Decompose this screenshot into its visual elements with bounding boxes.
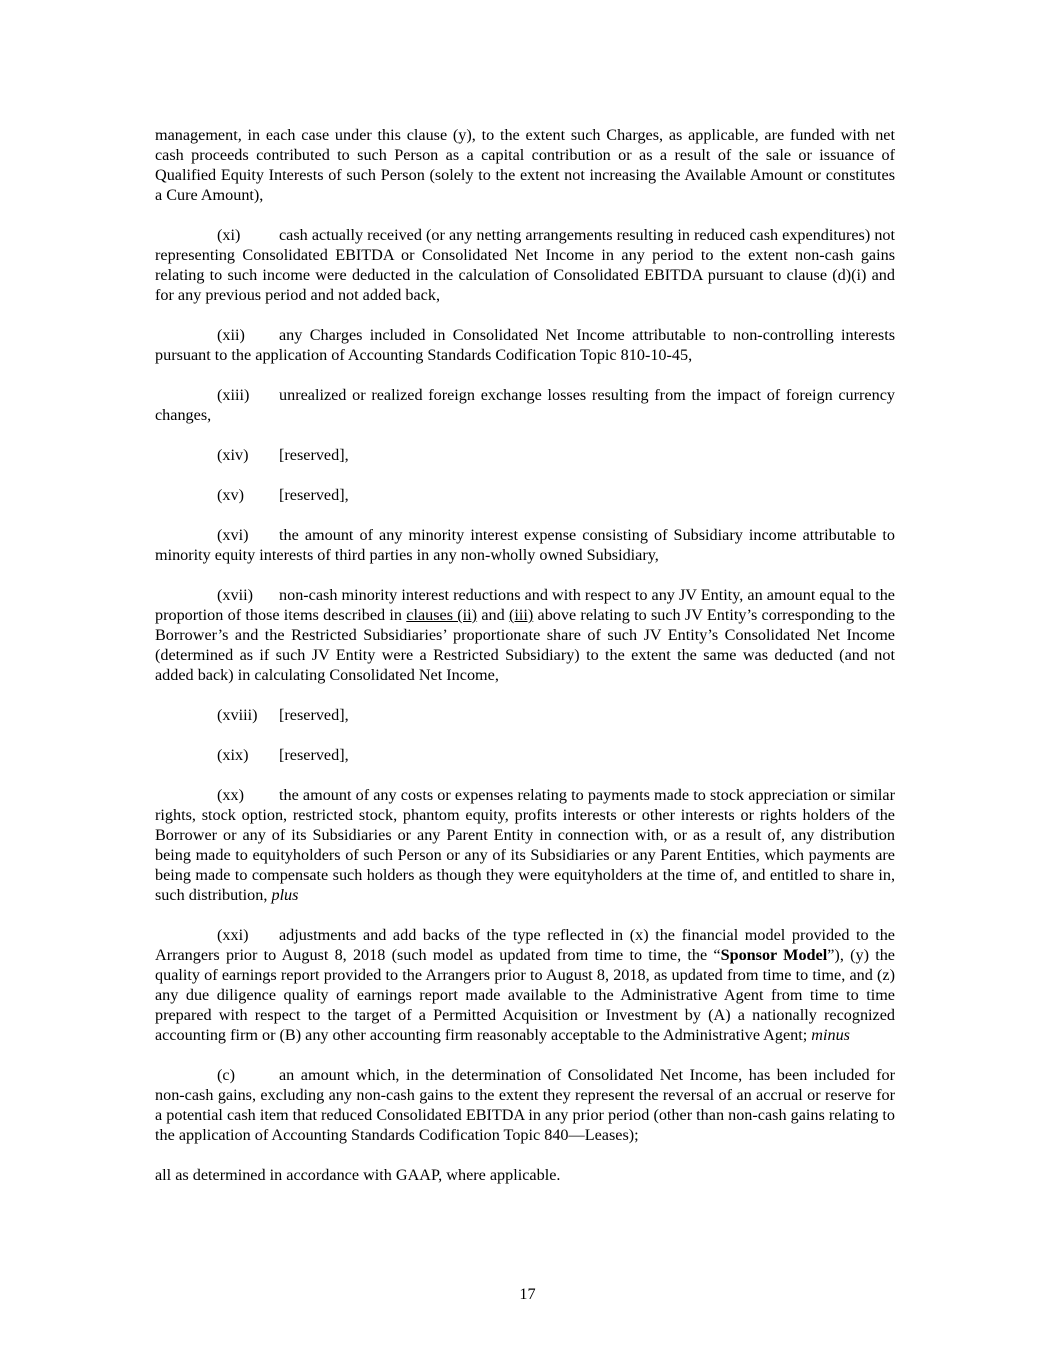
- clause-number: (xii): [217, 326, 245, 344]
- defined-term: Sponsor Model: [720, 946, 828, 964]
- clause-text-pre: non-cash minority interest reductions and with respect to any JV Entity, an amount equal to the proportion of those items described in: [155, 586, 895, 624]
- clause-xi: [155, 225, 895, 305]
- clause-xiv: [155, 445, 895, 465]
- clause-number: (xxi): [217, 926, 249, 944]
- clause-reference-ii: clauses (ii): [406, 606, 478, 624]
- intro-paragraph: management, in each case under this clause (y), to the extent such Charges, as applicable, are funded with net cash proceeds contributed to such Person as a capital contribution or as a result of the sale or issuance of Qualified Equity Interests of such Person (solely to the extent not increasing the Available Amount or constitutes a Cure Amount),: [155, 126, 895, 204]
- clause-xvii: [155, 585, 895, 685]
- clause-text: the amount of any minority interest expense consisting of Subsidiary income attributable to minority equity interests of third parties in any non-wholly owned Subsidiary,: [155, 526, 895, 564]
- clause-text: [reserved],: [279, 446, 349, 464]
- closing-paragraph: all as determined in accordance with GAAP, where applicable.: [155, 1166, 561, 1184]
- clause-number: (c): [217, 1066, 235, 1084]
- clause-connector: minus: [811, 1026, 850, 1044]
- clause-number: (xv): [217, 486, 244, 504]
- clause-connector: plus: [271, 886, 299, 904]
- clause-number: (xiv): [217, 446, 249, 464]
- clause-number: (xx): [217, 786, 244, 804]
- clause-xv: [155, 485, 895, 505]
- clause-text-post: above relating to such JV Entity’s corresponding to the Borrower’s and the Restricted Subsidiaries’ proportionate share of such JV Entity’s Consolidated Net Income (determined as if such JV Entity were a Restricted Subsidiary) to the extent the same was deducted (and not added back) in calculating Consolidated Net Income,: [155, 606, 896, 684]
- clause-reference-iii: (iii): [508, 606, 534, 624]
- clause-number: (xvi): [217, 526, 249, 544]
- clause-xiii: [155, 385, 895, 425]
- clause-text: [reserved],: [279, 746, 349, 764]
- clause-text: cash actually received (or any netting arrangements resulting in reduced cash expenditures) not representing Consolidated EBITDA or Consolidated Net Income in any period to the extent non-cash gains relating to such income were deducted in the calculation of Consolidated EBITDA pursuant to clause (d)(i) and for any previous period and not added back,: [155, 226, 895, 304]
- page-number: 17: [519, 1285, 536, 1303]
- clause-text-pre: adjustments and add backs of the type reflected in (x) the financial model provided to the Arrangers prior to August 8, 2018 (such model as updated from time to time, the “: [155, 926, 895, 964]
- clause-number: (xviii): [217, 706, 258, 724]
- clause-text: an amount which, in the determination of Consolidated Net Income, has been included for non-cash gains, excluding any non-cash gains to the extent they represent the reversal of an accrual or reserve for a potential cash item that reduced Consolidated EBITDA in any prior period (other than non-cash gains relating to the application of Accounting Standards Codification Topic 840—Leases);: [155, 1066, 895, 1144]
- clause-number: (xvii): [217, 586, 253, 604]
- clause-c: [155, 1065, 895, 1145]
- clause-text-post: ”), (y) the quality of earnings report provided to the Arrangers prior to August 8, 2018, as updated from time to time, and (z) any due diligence quality of earnings report made available to the Administrative Agent from time to time prepared with respect to the target of a Permitted Acquisition or Investment by (A) a nationally recognized accounting firm or (B) any other accounting firm reasonably acceptable to the Administrative Agent;: [155, 946, 895, 1044]
- clause-text-mid: and: [477, 606, 509, 624]
- clause-xix: [155, 745, 895, 765]
- clause-number: (xix): [217, 746, 249, 764]
- clause-text: the amount of any costs or expenses relating to payments made to stock appreciation or similar rights, stock option, restricted stock, phantom equity, profits interests or other interests or rights holders of the Borrower or any of its Subsidiaries or any Parent Entity in connection with, or as a result of, any distribution being made to equityholders of such Person or any of its Subsidiaries or any Parent Entities, which payments are being made to compensate such holders as though they were equityholders at the time of, and entitled to share in, such distribution,: [155, 786, 895, 904]
- clause-number: (xi): [217, 226, 241, 244]
- clause-xvi: [155, 525, 895, 565]
- document-body: [155, 125, 895, 1185]
- clause-xxi: [155, 925, 895, 1045]
- clause-text: any Charges included in Consolidated Net Income attributable to non-controlling interests pursuant to the application of Accounting Standards Codification Topic 810-10-45,: [155, 326, 895, 364]
- clause-xx: [155, 785, 895, 905]
- clause-xviii: [155, 705, 895, 725]
- clause-text: [reserved],: [279, 706, 349, 724]
- clause-xii: [155, 325, 895, 365]
- clause-text: [reserved],: [279, 486, 349, 504]
- clause-text: unrealized or realized foreign exchange losses resulting from the impact of foreign currency changes,: [155, 386, 895, 424]
- clause-number: (xiii): [217, 386, 250, 404]
